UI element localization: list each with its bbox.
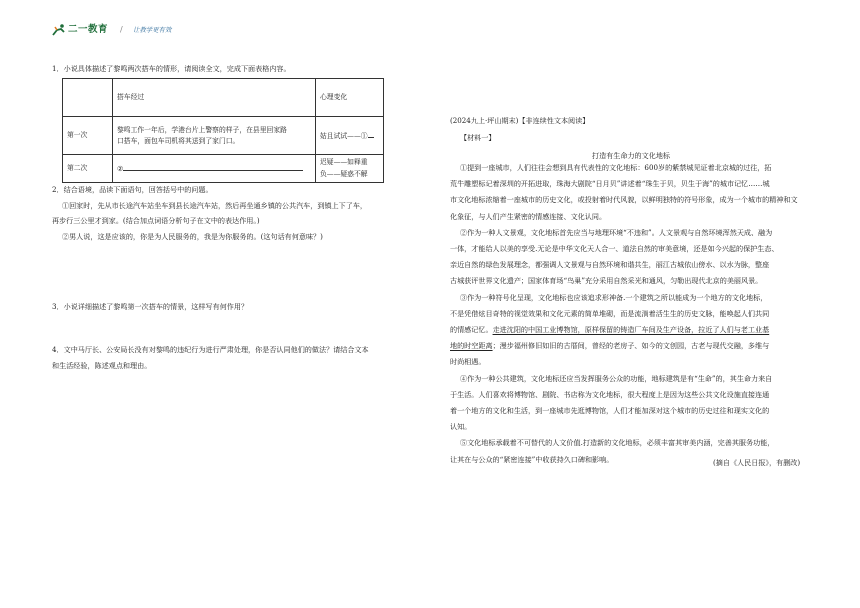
p2-line3: 亲近自然的绿色发展理念，都强调人文景观与自然环境和谐共生，丽江古城依山傍水、以水为脉，整座 <box>450 260 770 270</box>
question-1: 1．小说具体描述了黎鸣两次搭车的情形，请阅读全文，完成下面表格内容。 <box>52 64 291 73</box>
material-label: 【材料一】 <box>460 133 496 142</box>
p3-line5: 时尚相遇。 <box>450 357 486 367</box>
blank-1[interactable] <box>368 130 374 138</box>
row-first-label: 第一次 <box>63 117 113 155</box>
question-2-2: ②男人说，这是应该的，你是为人民服务的，我是为你服务的。(这句话有何意味？) <box>62 232 323 241</box>
p5-line1: ⑤文化地标承载着不可替代的人文价值.打造新的文化地标，必须丰富其审美内涵，完善其服务功能， <box>460 438 775 448</box>
p4-line1: ④作为一种公共建筑，文化地标还应当发挥服务公众的功能，地标建筑是有“生命”的，其生命力来自 <box>460 373 773 383</box>
row-first-process: 黎鸣工作一年后，学港台片上警察的样子，在县里回家路 口搭车，面包车司机将其送到了家门口。 <box>113 117 316 155</box>
p2-line2: 一体，才能给人以美的享受.无论是中华文化天人合一、道法自然的审美意境，还是如今兴起的保护生态、 <box>450 244 779 254</box>
p1-line3: 市文化地标浓缩着一座城市的历史文化，或投射着时代风貌，以鲜明独特的符号形象，成为一个城市的精神和文 <box>450 195 798 205</box>
p3-line1: ③作为一种符号化呈现，文化地标也应该追求形神备.一个建筑之所以能成为一个地方的文化地标， <box>460 292 768 302</box>
article-title: 打造有生命力的文化地标 <box>592 151 671 160</box>
runner-icon <box>52 24 66 36</box>
p4-line2: 于生活。人们喜欢将博物馆、剧院、书店称为文化地标，很大程度上是因为这些公共文化设施直接连通 <box>450 389 770 399</box>
p2-line4: 古城获评世界文化遗产；国家体育场“鸟巢”充分采用自然采光和通风，匀勒出现代北京的美丽风景。 <box>450 276 763 286</box>
header-slogan: 让教学更有效 <box>133 26 172 34</box>
blank-2[interactable] <box>123 163 303 171</box>
underlined-phrase-end: 地的时空距离 <box>450 341 493 351</box>
p3-line2: 不是凭借炫目奇特的视觉效果和文化元素的简单堆砌，而是流淌着活生生的历史文脉，能唤起人们共同 <box>450 308 770 318</box>
table-header-process: 搭车经过 <box>113 79 316 117</box>
question-2: 2．结合语境，品读下面语句，回答括号中的问题。 <box>52 185 213 194</box>
row-second-label: 第二次 <box>63 155 113 183</box>
question-2-1-line2: 再步行三公里才到家。(结合加点词语分析句子在文中的表达作用。) <box>52 216 260 225</box>
p2-line1: ②作为一种人文景观，文化地标首先应当与地理环境“不违和”。人文景观与自然环境浑然天成、融为 <box>460 227 773 237</box>
table-header-change: 心理变化 <box>316 79 384 117</box>
underlined-phrase: 走进沈阳的中国工业博物馆，原样保留的铸造厂车间及生产设备，拉近了人们与老工业基 <box>492 325 770 335</box>
question-4-line1: 4．文中马厅长、公安局长没有对黎鸣的违纪行为进行严肃处理，你是否认同他们的做法？请结合文本 <box>52 345 369 354</box>
question-4-line2: 和生活经验，陈述观点和理由。 <box>52 361 152 370</box>
p3-line3: 的情感记忆。走进沈阳的中国工业博物馆，原样保留的铸造厂车间及生产设备，拉近了人们与老工业基 <box>450 325 770 335</box>
answer-table <box>62 78 384 183</box>
row-second-process: ② <box>113 155 316 183</box>
question-2-1-line1: ①回家时，先从市长途汽车站坐车到县长途汽车站，然后再坐通乡镇的公共汽车，到镇上下了车， <box>62 201 368 210</box>
p3-line4: 地的时空距离；漫步福州修旧如旧的古厝间，曾经的老房子、如今的文创园，古老与现代交融，多维与 <box>450 341 770 351</box>
article-body <box>450 160 812 468</box>
p1-line1: ①提到一座城市，人们往往会想到具有代表性的文化地标：600岁的紫禁城见证着北京城的过往，拓 <box>460 163 772 172</box>
p4-line3: 着一个地方的文化和生活，到一座城市先逛博物馆，人们才能加深对这个城市的历史过往和现实文化的 <box>450 406 770 416</box>
p4-line4: 认知。 <box>450 422 472 432</box>
table-header-blank <box>63 79 113 117</box>
row-second-change: 迟疑——如释重 负——疑惑不解 <box>316 155 384 183</box>
site-logo <box>52 22 112 40</box>
question-3: 3．小说详细描述了黎鸣第一次搭车的情景，这样写有何作用？ <box>52 302 249 311</box>
p1-line2: 荒牛雕塑标记着深圳的开拓进取，珠海大剧院“日月贝”讲述着“珠生于贝，贝生于海”的城市记忆……城 <box>450 179 770 189</box>
row-first-change: 姑且试试——① <box>316 117 384 155</box>
p5-line2: 让其在与公众的“紧密连接”中收获持久口碑和影响。 <box>450 454 614 464</box>
logo-text: 二一教育 <box>68 24 109 35</box>
source-note: (2024九上·坪山期末)【非连续性文本阅读】 <box>450 116 590 125</box>
header-divider: / <box>120 25 123 34</box>
citation: (摘自《人民日报》，有删改) <box>713 458 801 467</box>
p1-line4: 化象征，与人们产生紧密的情感连接、文化认同。 <box>450 211 607 221</box>
